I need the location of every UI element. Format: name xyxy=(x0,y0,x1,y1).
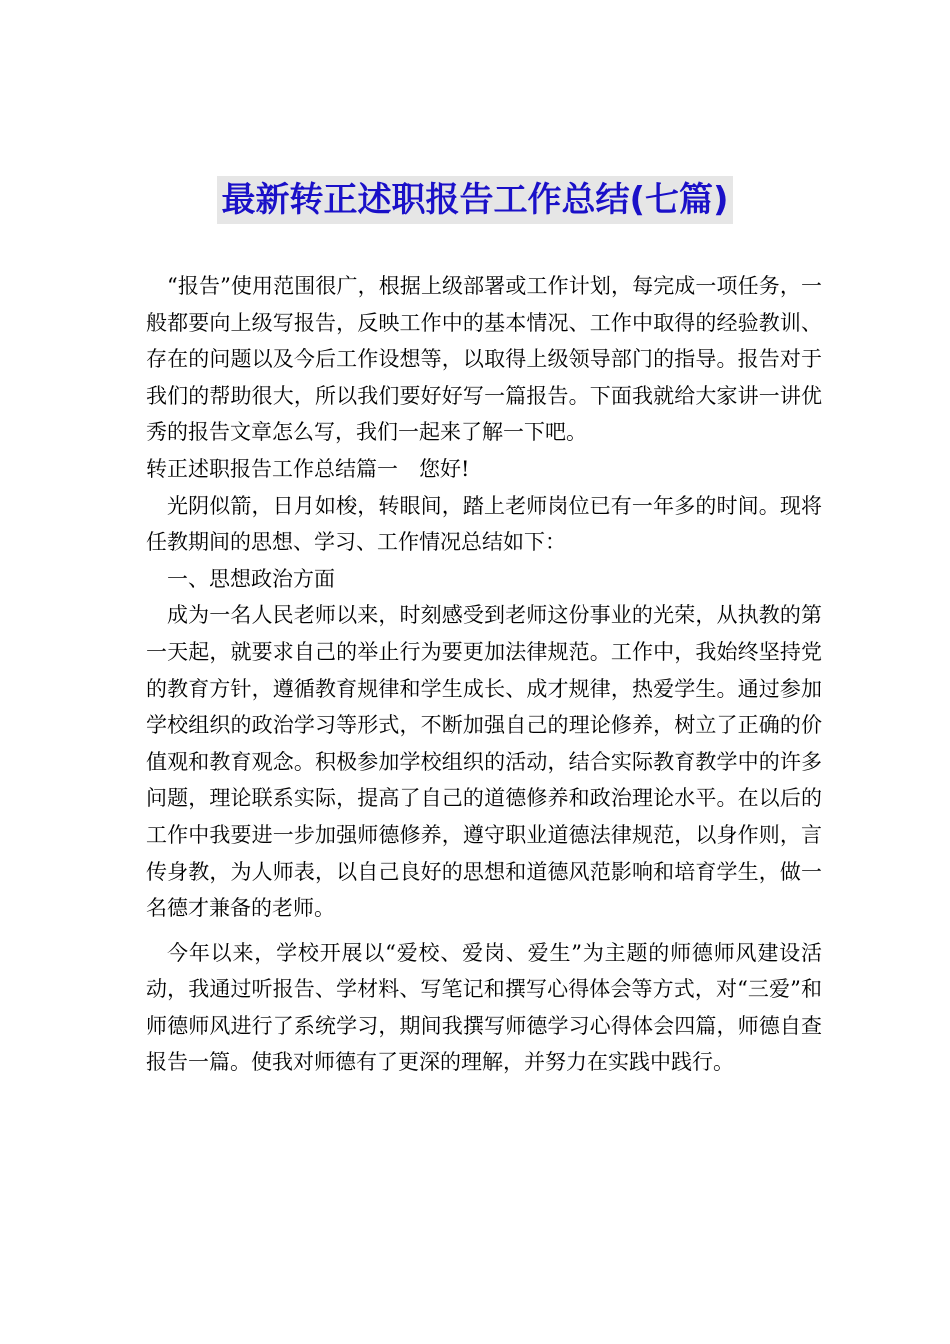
document-body xyxy=(146,268,822,1081)
paragraph-ethics: 今年以来，学校开展以“爱校、爱岗、爱生”为主题的师德师风建设活动，我通过听报告、学材料、写笔记和撰写心得体会等方式，对“三爱”和师德师风进行了系统学习，期间我撰写师德学习心得体会四篇，师德自查报告一篇。使我对师德有了更深的理解，并努力在实践中践行。 xyxy=(146,940,822,1075)
subsection-heading: 一、思想政治方面 xyxy=(167,566,335,591)
intro-paragraph: “报告”使用范围很广，根据上级部署或工作计划，每完成一项任务，一般都要向上级写报告，反映工作中的基本情况、工作中取得的经验教训、存在的问题以及今后工作设想等，以取得上级领导部门的指导。报告对于我们的帮助很大，所以我们要好好写一篇报告。下面我就给大家讲一讲优秀的报告文章怎么写，我们一起来了解一下吧。 xyxy=(146,274,822,445)
title-container xyxy=(0,176,950,224)
document-title: 最新转正述职报告工作总结(七篇) xyxy=(217,176,732,224)
paragraph-ideology: 成为一名人民老师以来，时刻感受到老师这份事业的光荣，从执教的第一天起，就要求自己的举止行为要更加法律规范。工作中，我始终坚持党的教育方针，遵循教育规律和学生成长、成才规律，热爱学生。通过参加学校组织的政治学习等形式，不断加强自己的理论修养，树立了正确的价值观和教育观念。积极参加学校组织的活动，结合实际教育教学中的许多问题，理论联系实际，提高了自己的道德修养和政治理论水平。在以后的工作中我要进一步加强师德修养，遵守职业道德法律规范，以身作则，言传身教，为人师表，以自己良好的思想和道德风范影响和培育学生，做一名德才兼备的老师。 xyxy=(146,603,822,921)
paragraph-opening: 光阴似箭，日月如梭，转眼间，踏上老师岗位已有一年多的时间。现将任教期间的思想、学习、工作情况总结如下： xyxy=(146,493,822,555)
section-heading: 转正述职报告工作总结篇一 您好! xyxy=(146,456,470,481)
